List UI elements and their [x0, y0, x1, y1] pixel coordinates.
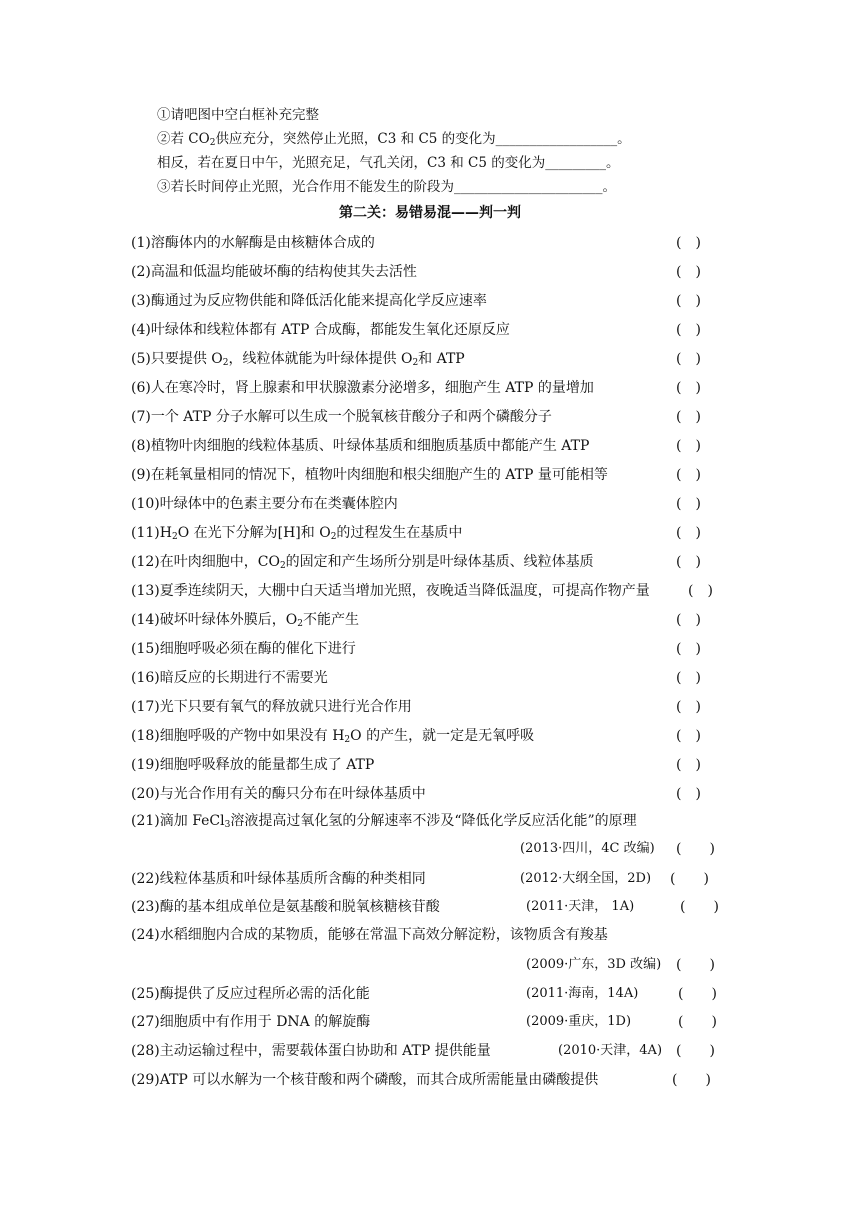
question-27: (27)细胞质中有作用于 DNA 的解旋酶 [131, 1014, 371, 1030]
question-15: (15)细胞呼吸必须在酶的催化下进行 [131, 641, 356, 657]
question-7: (7)一个 ATP 分子水解可以生成一个脱氧核苷酸分子和两个磷酸分子 [131, 409, 552, 425]
question-25-source: (2011·海南，14A) [526, 986, 639, 1001]
answer-paren[interactable]: ( ) [676, 293, 701, 309]
question-16: (16)暗反应的长期进行不需要光 [131, 670, 328, 686]
answer-paren[interactable]: ( ) [676, 957, 715, 973]
answer-paren[interactable]: ( ) [676, 264, 701, 280]
answer-paren[interactable]: ( ) [672, 1072, 711, 1088]
answer-paren[interactable]: ( ) [676, 322, 701, 338]
question-13: (13)夏季连续阴天，大棚中白天适当增加光照，夜晚适当降低温度，可提高作物产量 [131, 583, 650, 599]
answer-paren[interactable]: ( ) [676, 699, 701, 715]
question-24-source: (2009·广东，3D 改编) [526, 957, 662, 972]
question-27-source: (2009·重庆，1D) [526, 1014, 632, 1029]
answer-paren[interactable]: ( ) [676, 841, 715, 857]
answer-paren[interactable]: ( ) [676, 380, 701, 396]
intro-line-2: ②若 $CO_2$供应充分，突然停止光照，C3 和 C5 的变化为__________________。 [157, 131, 631, 148]
question-14: (14)破坏叶绿体外膜后，$O_2$不能产生 [131, 612, 359, 629]
question-22: (22)线粒体基质和叶绿体基质所含酶的种类相同 [131, 871, 426, 887]
question-20: (20)与光合作用有关的酶只分布在叶绿体基质中 [131, 786, 426, 802]
answer-paren[interactable]: ( ) [676, 612, 701, 628]
answer-paren[interactable]: ( ) [676, 467, 701, 483]
question-1: (1)溶酶体内的水解酶是由核糖体合成的 [131, 235, 375, 251]
intro-line-4: ③若长时间停止光照，光合作用不能发生的阶段为______________________。 [157, 179, 616, 195]
question-25: (25)酶提供了反应过程所必需的活化能 [131, 986, 370, 1002]
answer-paren[interactable]: ( ) [688, 583, 713, 599]
question-28-source: (2010·天津，4A) [558, 1043, 663, 1058]
question-2: (2)高温和低温均能破坏酶的结构使其失去活性 [131, 264, 417, 280]
intro-line-3: 相反，若在夏日中午，光照充足，气孔关闭，C3 和 C5 的变化为_________。 [157, 155, 620, 171]
question-24: (24)水稻细胞内合成的某物质，能够在常温下高效分解淀粉，该物质含有羧基 [131, 927, 608, 943]
answer-paren[interactable]: ( ) [676, 757, 701, 773]
question-6: (6)人在寒冷时，肾上腺素和甲状腺激素分泌增多，细胞产生 ATP 的量增加 [131, 380, 594, 396]
question-29: (29)ATP 可以水解为一个核苷酸和两个磷酸，而其合成所需能量由磷酸提供 [131, 1072, 599, 1088]
question-4: (4)叶绿体和线粒体都有 ATP 合成酶，都能发生氧化还原反应 [131, 322, 510, 338]
answer-paren[interactable]: ( ) [676, 670, 701, 686]
answer-paren[interactable]: ( ) [680, 899, 719, 915]
question-21: (21)滴加 FeCl$_3$溶液提高过氧化氢的分解速率不涉及“降低化学反应活化能”的原理 [131, 813, 637, 830]
answer-paren[interactable]: ( ) [670, 871, 709, 887]
question-9: (9)在耗氧量相同的情况下，植物叶肉细胞和根尖细胞产生的 ATP 量可能相等 [131, 467, 608, 483]
question-10: (10)叶绿体中的色素主要分布在类囊体腔内 [131, 496, 398, 512]
question-8: (8)植物叶肉细胞的线粒体基质、叶绿体基质和细胞质基质中都能产生 ATP [131, 438, 590, 454]
question-11: $(11)H_2O$ 在光下分解为[H]和 $O_2$的过程发生在基质中 [131, 525, 463, 542]
answer-paren[interactable]: ( ) [676, 786, 701, 802]
question-12: (12)在叶肉细胞中，$CO_2$的固定和产生场所分别是叶绿体基质、线粒体基质 [131, 554, 594, 571]
question-23-source: (2011·天津， 1A) [526, 899, 635, 914]
answer-paren[interactable]: ( ) [676, 496, 701, 512]
answer-paren[interactable]: ( ) [676, 525, 701, 541]
answer-paren[interactable]: ( ) [676, 351, 701, 367]
answer-paren[interactable]: ( ) [676, 409, 701, 425]
answer-paren[interactable]: ( ) [676, 235, 701, 251]
question-17: (17)光下只要有氧气的释放就只进行光合作用 [131, 699, 412, 715]
answer-paren[interactable]: ( ) [678, 1014, 717, 1030]
question-21-source: (2013·四川，4C 改编) [520, 841, 655, 856]
answer-paren[interactable]: ( ) [678, 986, 717, 1002]
question-28: (28)主动运输过程中，需要载体蛋白协助和 ATP 提供能量 [131, 1043, 491, 1059]
answer-paren[interactable]: ( ) [676, 438, 701, 454]
question-19: (19)细胞呼吸释放的能量都生成了 ATP [131, 757, 375, 773]
answer-paren[interactable]: ( ) [676, 554, 701, 570]
question-3: (3)酶通过为反应物供能和降低活化能来提高化学反应速率 [131, 293, 487, 309]
intro-line-1: ①请吧图中空白框补充完整 [157, 107, 319, 123]
answer-paren[interactable]: ( ) [676, 728, 701, 744]
question-23: (23)酶的基本组成单位是氨基酸和脱氧核糖核苷酸 [131, 899, 440, 915]
question-5: (5)只要提供 $O_2$，线粒体就能为叶绿体提供 $O_2$和 ATP [131, 351, 465, 368]
question-18: (18)细胞呼吸的产物中如果没有 $H_2O$ 的产生，就一定是无氧呼吸 [131, 728, 535, 745]
answer-paren[interactable]: ( ) [676, 1043, 715, 1059]
answer-paren[interactable]: ( ) [676, 641, 701, 657]
question-22-source: (2012·大纲全国，2D) [520, 871, 652, 886]
section-title: 第二关：易错易混——判一判 [339, 205, 521, 221]
